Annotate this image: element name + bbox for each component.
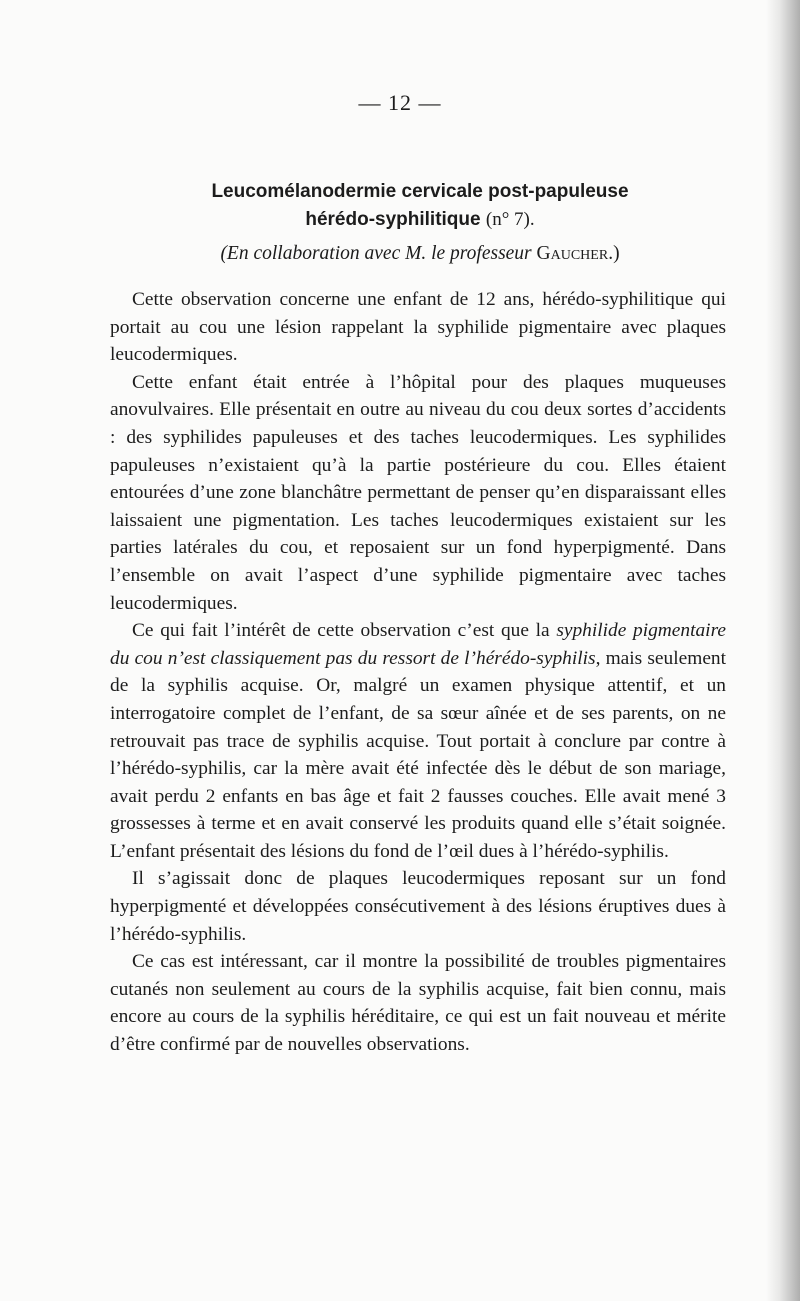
article-number: (n° 7). bbox=[485, 209, 535, 230]
paragraph-3-end: , mais seulement de la syphilis acquise. Or, malgré un examen physique attentif, et un interrogatoire complet de l’enfant, de sa sœur aînée et de ses parents, on ne retrouvait pas trace de syphilis acquise. Tout portait à conclure par contre à l’hérédo-syphilis, car la mère avait été infectée dès le début de son mariage, avait perdu 2 enfants en bas âge et fait 2 fausses couches. Elle avait mené 3 grossesses à terme et en avait conservé les produits quand elle s’était soignée. L’enfant présentait des lésions du fond de l’œil dues à l’hérédo-syphilis. bbox=[110, 647, 727, 862]
paragraph-5: Ce cas est intéressant, car il montre la possibilité de troubles pigmentaires cutanés non seulement au cours de la syphilis acquise, fait bien connu, mais encore au cours de la syphilis héréditaire, ce qui est un fait nouveau et mérite d’être confirmé par de nouvelles observations. bbox=[110, 951, 726, 1056]
collaboration-note bbox=[110, 240, 730, 268]
page-number: — 12 — bbox=[358, 90, 442, 115]
article-body bbox=[110, 286, 726, 1059]
article-title-word: hérédo-syphilitique bbox=[305, 209, 481, 230]
collaboration-suffix: .) bbox=[608, 243, 620, 264]
paragraph-3-italic: syphilide pigmentaire du cou n’est classiquement pas du ressort de l’hérédo-syphilis bbox=[110, 620, 727, 669]
paragraph-3-start: Ce qui fait l’intérêt de cette observation c’est que la bbox=[132, 620, 557, 642]
article-title-line-1: Leucomélanodermie cervicale post-papuleuse bbox=[211, 181, 629, 202]
article-title-line-2 bbox=[110, 206, 730, 234]
collaborator-name: Gaucher bbox=[536, 243, 609, 264]
paragraph-4: Il s’agissait donc de plaques leucodermiques reposant sur un fond hyperpigmenté et développées consécutivement à des lésions éruptives dues à l’hérédo-syphilis. bbox=[110, 868, 726, 945]
collaboration-prefix: (En collaboration avec M. le professeur bbox=[220, 243, 537, 264]
paragraph-2: Cette enfant était entrée à l’hôpital pour des plaques muqueuses anovulvaires. Elle présentait en outre au niveau du cou deux sortes d’accidents : des syphilides papuleuses et des taches leucodermiques. Les syphilides papuleuses n’existaient qu’à la partie postérieure du cou. Elles étaient entourées d’une zone blanchâtre permettant de penser qu’en disparaissant elles laissaient une pigmentation. Les taches leucodermiques existaient sur les parties latérales du cou, et reposaient sur un fond hyperpigmenté. Dans l’ensemble on avait l’aspect d’une syphilide pigmentaire avec taches leucodermiques. bbox=[110, 371, 726, 614]
paragraph-1: Cette observation concerne une enfant de 12 ans, hérédo-syphilitique qui portait au cou une lésion rappelant la syphilide pigmentaire avec plaques leucodermiques. bbox=[110, 289, 726, 366]
paragraph-3 bbox=[110, 617, 726, 865]
page-shadow-edge bbox=[766, 0, 800, 1301]
